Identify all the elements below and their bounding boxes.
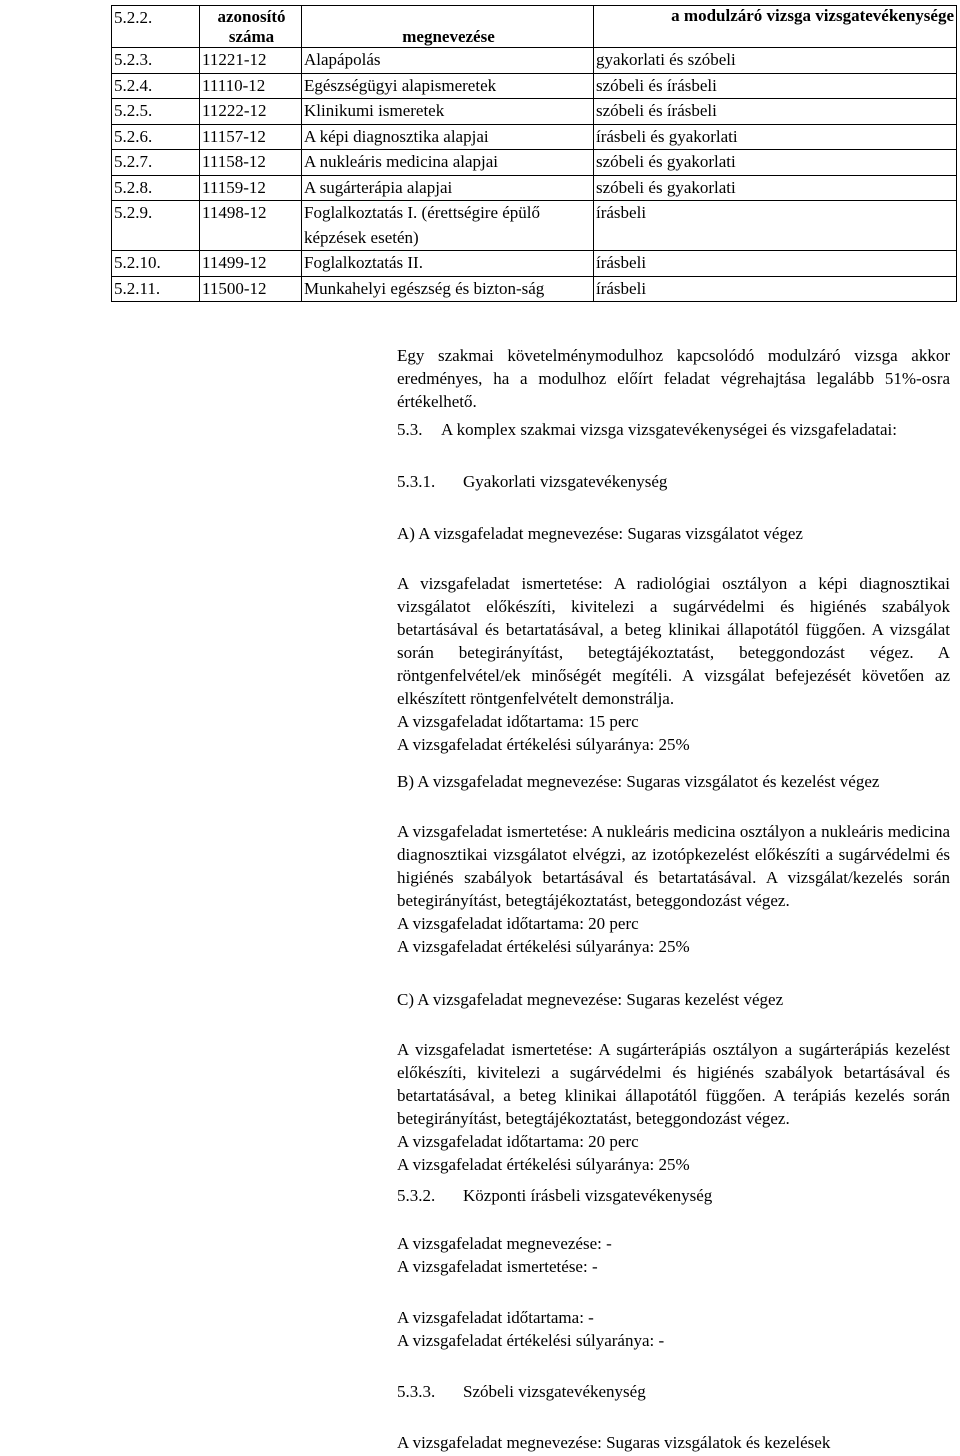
table-row [112,251,957,277]
module-table [111,5,957,302]
row-name: Foglalkoztatás II. [302,251,594,277]
row-activity: szóbeli és írásbeli [594,73,957,99]
task-b-description: A vizsgafeladat ismertetése: A nukleáris medicina osztályon a nukleáris medicina diagnosztikai vizsgálatot elvégzi, az izotópkezelést előkészíti a sugárvédelmi és higiénés szabályok betartásával és betartatásával. A vizsgálat/kezelés során betegirányítást, betegtájékoztatást, beteggondozást végez. [397,822,950,910]
table-row [112,276,957,302]
section-number: 5.3.2. [397,1186,436,1205]
central-task-name: A vizsgafeladat megnevezése: - [397,1234,612,1253]
row-num: 5.2.4. [112,73,200,99]
row-activity: szóbeli és gyakorlati [594,175,957,201]
section-5-3-1-heading [397,470,950,493]
row-activity: írásbeli és gyakorlati [594,124,957,150]
row-num: 5.2.5. [112,99,200,125]
row-num: 5.2.11. [112,276,200,302]
table-row [112,48,957,74]
task-b-weight: A vizsgafeladat értékelési súlyaránya: 25% [397,937,690,956]
row-name: A nukleáris medicina alapjai [302,150,594,176]
table-row [112,150,957,176]
row-activity: írásbeli [594,276,957,302]
header-name: megnevezése [302,6,594,48]
row-name: A képi diagnosztika alapjai [302,124,594,150]
task-a-duration: A vizsgafeladat időtartama: 15 perc [397,712,639,731]
row-num: 5.2.7. [112,150,200,176]
section-5-3-2-heading [397,1184,950,1207]
task-b-title: B) A vizsgafeladat megnevezése: Sugaras vizsgálatot és kezelést végez [397,772,880,791]
section-5-3-3-heading [397,1380,950,1403]
row-name: A sugárterápia alapjai [302,175,594,201]
row-id: 11221-12 [200,48,302,74]
row-id: 11110-12 [200,73,302,99]
section-number: 5.3.3. [397,1382,436,1401]
row-activity: írásbeli [594,251,957,277]
task-b-duration: A vizsgafeladat időtartama: 20 perc [397,914,639,933]
task-c-description: A vizsgafeladat ismertetése: A sugárterápiás osztályon a sugárterápiás kezelést előkészíti, kivitelezi a sugárvédelmi és higiénés szabályok betartásával és betartatásával, a beteg klinikai állapotától függően. A terápiás kezelés során betegirányítást, betegtájékoztatást, beteggondozást végez. [397,1040,950,1128]
section-number: 5.3. [397,420,423,439]
section-title: Központi írásbeli vizsgatevékenység [463,1186,713,1205]
section-title: A komplex szakmai vizsga vizsgatevékenységei és vizsgafeladatai: [441,420,898,439]
task-a-title: A) A vizsgafeladat megnevezése: Sugaras vizsgálatot végez [397,524,803,543]
section-number: 5.3.1. [397,472,436,491]
row-id: 11158-12 [200,150,302,176]
table-row [112,99,957,125]
header-activity: a modulzáró vizsga vizsgatevékenysége [594,6,957,48]
row-name: Klinikumi ismeretek [302,99,594,125]
row-num: 5.2.6. [112,124,200,150]
section-5-3-2-name-block [397,1232,950,1278]
row-activity: szóbeli és írásbeli [594,99,957,125]
task-a-description: A vizsgafeladat ismertetése: A radiológiai osztályon a képi diagnosztikai vizsgálatot előkészíti, kivitelezi a sugárvédelmi és higiénés szabályok betartásával és betartatásával, a beteg klinikai állapotától függően. A vizsgálat során betegirányítást, betegtájékoztatást, beteggondozást végez. A röntgenfelvétel/ek minőségét megítéli. A vizsgálat befejezését követően az elkészített röntgenfelvételt demonstrálja. [397,574,950,708]
task-c-title: C) A vizsgafeladat megnevezése: Sugaras kezelést végez [397,990,784,1009]
section-title: Gyakorlati vizsgatevékenység [463,472,668,491]
task-c-block [397,1038,950,1176]
table-header-row [112,6,957,48]
table-row [112,175,957,201]
row-id: 11499-12 [200,251,302,277]
table-row [112,124,957,150]
row-id: 11157-12 [200,124,302,150]
task-b-block [397,820,950,958]
table-row [112,73,957,99]
task-a-weight: A vizsgafeladat értékelési súlyaránya: 25% [397,735,690,754]
row-id: 11498-12 [200,201,302,251]
row-num: 5.2.8. [112,175,200,201]
row-num: 5.2.3. [112,48,200,74]
header-num: 5.2.2. [112,6,200,48]
row-id: 11500-12 [200,276,302,302]
row-name: Munkahelyi egészség és bizton-ság [302,276,594,302]
row-num: 5.2.9. [112,201,200,251]
row-name: Foglalkoztatás I. (érettségire épülő képzések esetén) [302,201,594,251]
row-id: 11222-12 [200,99,302,125]
row-name: Egészségügyi alapismeretek [302,73,594,99]
section-title: Szóbeli vizsgatevékenység [463,1382,646,1401]
central-task-weight: A vizsgafeladat értékelési súlyaránya: - [397,1331,665,1350]
intro-paragraph: Egy szakmai követelménymodulhoz kapcsolódó modulzáró vizsga akkor eredményes, ha a modulhoz előírt feladat végrehajtása legalább 51%-osra értékelhető. [397,346,950,411]
row-id: 11159-12 [200,175,302,201]
oral-task-name: A vizsgafeladat megnevezése: Sugaras vizsgálatok és kezelések [397,1433,831,1452]
central-task-desc: A vizsgafeladat ismertetése: - [397,1257,598,1276]
row-num: 5.2.10. [112,251,200,277]
section-5-3-2-duration-block [397,1306,950,1352]
central-task-duration: A vizsgafeladat időtartama: - [397,1308,594,1327]
section-5-3-heading [397,418,950,441]
task-c-weight: A vizsgafeladat értékelési súlyaránya: 25% [397,1155,690,1174]
row-activity: szóbeli és gyakorlati [594,150,957,176]
row-activity: írásbeli [594,201,957,251]
task-a-block [397,572,950,756]
task-c-duration: A vizsgafeladat időtartama: 20 perc [397,1132,639,1151]
header-id: azonosító száma [200,6,302,48]
row-name: Alapápolás [302,48,594,74]
table-row [112,201,957,251]
row-activity: gyakorlati és szóbeli [594,48,957,74]
